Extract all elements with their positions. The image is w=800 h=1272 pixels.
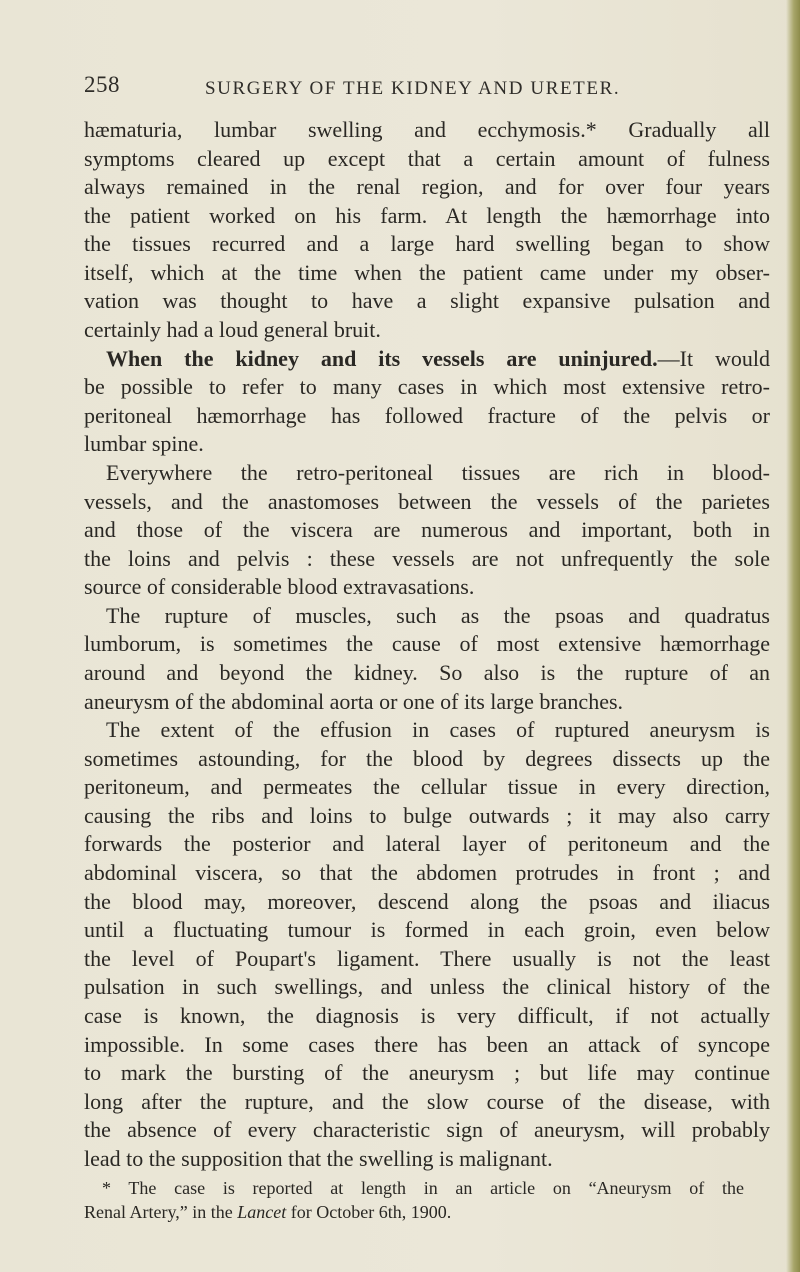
footnote-line: [84, 1200, 744, 1224]
text-line: the patient worked on his farm. At length the hæmorrhage into: [84, 202, 770, 228]
text-line: until a fluctuating tumour is formed in each groin, even below: [84, 917, 770, 943]
text-line: long after the rupture, and the slow course of the disease, with: [84, 1088, 770, 1114]
text-line: peritoneum, and permeates the cellular tissue in every direction,: [84, 774, 770, 800]
section-heading-line: [84, 345, 770, 374]
text-line: and those of the viscera are numerous and important, both in: [84, 517, 770, 543]
body-text: [84, 116, 770, 1173]
page-edge: [786, 0, 800, 1272]
text-line: the absence of every characteristic sign of aneurysm, will probably: [84, 1117, 770, 1143]
text-line: sometimes astounding, for the blood by degrees dissects up the: [84, 745, 770, 771]
text-line: be possible to refer to many cases in which most extensive retro-: [84, 374, 770, 400]
text-line: symptoms cleared up except that a certain amount of fulness: [84, 145, 770, 171]
text-line: lead to the supposition that the swelling is malignant.: [84, 1145, 553, 1171]
footnote-text: Renal Artery,” in the: [84, 1202, 238, 1222]
page-header: [0, 72, 800, 112]
text-line: case is known, the diagnosis is very difficult, if not actually: [84, 1002, 770, 1028]
text-line: lumborum, is sometimes the cause of most extensive hæmorrhage: [84, 631, 770, 657]
text-line: lumbar spine.: [84, 431, 204, 457]
text-line: the level of Poupart's ligament. There usually is not the least: [84, 945, 770, 971]
text-line: abdominal viscera, so that the abdomen protrudes in front ; and: [84, 860, 770, 886]
text-line: impossible. In some cases there has been an attack of syncope: [84, 1031, 770, 1057]
text-line: The rupture of muscles, such as the psoas and quadratus: [106, 602, 770, 628]
text-line: pulsation in such swellings, and unless the clinical history of the: [84, 974, 770, 1000]
running-head: SURGERY OF THE KIDNEY AND URETER.: [205, 78, 621, 99]
text-line: aneurysm of the abdominal aorta or one of its large branches.: [84, 688, 624, 714]
text-line: vation was thought to have a slight expansive pulsation and: [84, 288, 770, 314]
footnote-line: * The case is reported at length in an article on “Aneurysm of the: [102, 1178, 744, 1198]
text-line: The extent of the effusion in cases of ruptured aneurysm is: [106, 717, 770, 743]
text-run: —It would: [657, 345, 770, 371]
text-line: to mark the bursting of the aneurysm ; but life may continue: [84, 1060, 770, 1086]
text-line: the blood may, moreover, descend along the psoas and iliacus: [84, 888, 770, 914]
section-heading: When the kidney and its vessels are uninjured.: [106, 345, 658, 371]
text-line: the tissues recurred and a large hard swelling began to show: [84, 231, 770, 257]
footnote: [84, 1176, 744, 1224]
text-line: around and beyond the kidney. So also is the rupture of an: [84, 659, 770, 685]
text-line: source of considerable blood extravasations.: [84, 574, 475, 600]
footnote-text: for October 6th, 1900.: [286, 1202, 452, 1222]
journal-title: Lancet: [237, 1202, 287, 1222]
text-line: peritoneal hæmorrhage has followed fracture of the pelvis or: [84, 402, 770, 428]
text-line: causing the ribs and loins to bulge outwards ; it may also carry: [84, 802, 770, 828]
text-line: always remained in the renal region, and for over four years: [84, 174, 770, 200]
text-line: certainly had a loud general bruit.: [84, 317, 381, 343]
page-number: 258: [84, 72, 120, 97]
text-line: vessels, and the anastomoses between the vessels of the parietes: [84, 488, 770, 514]
text-line: itself, which at the time when the patient came under my obser-: [84, 259, 770, 285]
text-line: forwards the posterior and lateral layer of peritoneum and the: [84, 831, 770, 857]
text-line: the loins and pelvis : these vessels are not unfrequently the sole: [84, 545, 770, 571]
text-line: Everywhere the retro-peritoneal tissues are rich in blood-: [106, 459, 770, 485]
text-line: hæmaturia, lumbar swelling and ecchymosis.* Gradually all: [84, 117, 770, 142]
